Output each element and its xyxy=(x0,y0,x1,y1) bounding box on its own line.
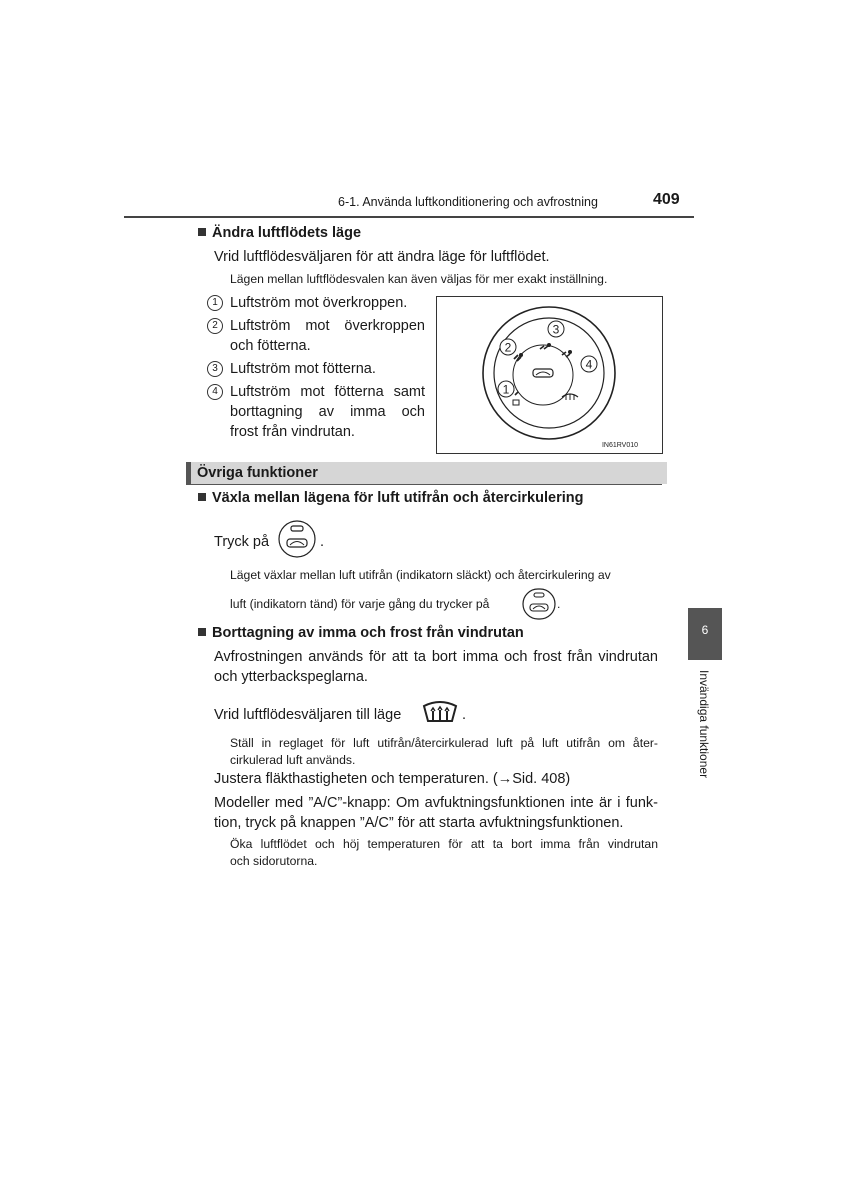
recirculation-note-line2: luft (indikatorn tänd) för varje gång du trycker på xyxy=(230,597,490,611)
recirculation-note-line1: Läget växlar mellan luft utifrån (indikatorn släckt) och återcirkulering av xyxy=(230,568,611,582)
callout-number: 2 xyxy=(207,318,223,334)
list-item-text: Luftström mot överkroppen xyxy=(230,318,425,334)
list-item-text: frost från vindrutan. xyxy=(230,424,355,440)
bullet-square-icon xyxy=(198,228,206,236)
press-instruction xyxy=(214,532,269,552)
heading-text: Borttagning av imma och frost från vindrutan xyxy=(212,625,524,641)
text-line: Ställ in reglaget för luft utifrån/återcirkulerad luft på luft utifrån om åter- xyxy=(230,736,658,750)
callout-1: 1 xyxy=(502,382,510,397)
list-item xyxy=(207,293,425,313)
defrost-intro xyxy=(214,647,658,687)
press-punct: . xyxy=(320,534,325,550)
recirculation-icon xyxy=(533,369,553,377)
text-line: tion, tryck på knappen ”A/C” för att starta avfuktningsfunktionen. xyxy=(214,815,624,831)
header-rule xyxy=(124,216,694,218)
section-heading-defrost xyxy=(198,625,524,641)
defrost-note-2 xyxy=(230,836,658,870)
figure-code: IN61RV010 xyxy=(601,442,639,449)
section-bar-other-functions xyxy=(186,462,667,484)
callout-number: 4 xyxy=(207,384,223,400)
list-item-text: borttagning av imma och xyxy=(230,404,425,420)
list-item xyxy=(207,359,425,379)
windshield-defroster-icon xyxy=(562,394,578,400)
recirculation-button-icon xyxy=(521,587,559,626)
fan-instruction: Justera fläkthastigheten och temperaturen. (→Sid. 408) xyxy=(214,771,571,787)
airflow-dial-figure xyxy=(436,296,663,454)
airflow-note: Lägen mellan luftflödesvalen kan även väljas för mer exakt inställning. xyxy=(230,272,608,286)
bullet-square-icon xyxy=(198,493,206,501)
airflow-mode-list xyxy=(207,293,425,442)
section-rule xyxy=(186,484,662,485)
callout-number: 1 xyxy=(207,295,223,311)
turn-punct: . xyxy=(462,707,467,723)
feet-airflow-icon xyxy=(562,350,572,357)
airflow-dial-illustration xyxy=(437,297,662,453)
note-punct: . xyxy=(557,597,561,611)
defrost-turn-instruction: Vrid luftflödesväljaren till läge xyxy=(214,707,402,723)
text-line: Avfrostningen används för att ta bort imma och frost från vindrutan xyxy=(214,649,658,665)
list-item xyxy=(207,316,425,356)
bullet-square-icon xyxy=(198,628,206,636)
recirculation-button-icon xyxy=(277,519,321,564)
text-line: och ytterbackspeglarna. xyxy=(214,669,368,685)
windshield-defroster-icon xyxy=(421,698,459,731)
text-line: Öka luftflödet och höj temperaturen för att ta bort imma från vindrutan xyxy=(230,837,658,851)
callout-4: 4 xyxy=(585,357,593,372)
section-bar-title: Övriga funktioner xyxy=(197,465,318,481)
ac-instruction xyxy=(214,793,658,833)
chapter-tab: 6 xyxy=(688,608,722,660)
list-item-text: Luftström mot fötterna. xyxy=(230,361,376,377)
chapter-tab-label: Invändiga funktioner xyxy=(697,670,711,779)
section-heading-airflow xyxy=(198,225,361,241)
callout-2: 2 xyxy=(504,340,512,355)
text-line: Modeller med ”A/C”-knapp: Om avfuktningsfunktionen inte är i funk- xyxy=(214,795,658,811)
section-heading-recirculation xyxy=(198,490,583,506)
text-line: cirkulerad luft används. xyxy=(230,753,356,767)
list-item-text: Luftström mot fötterna samt xyxy=(230,384,425,400)
airflow-intro: Vrid luftflödesväljaren för att ändra läge för luftflödet. xyxy=(214,249,550,265)
heading-text: Ändra luftflödets läge xyxy=(212,225,362,241)
list-item xyxy=(207,382,425,442)
callout-number: 3 xyxy=(207,361,223,377)
text-line: och sidorutorna. xyxy=(230,854,318,868)
list-item-text: Luftström mot överkroppen. xyxy=(230,295,408,311)
heading-text: Växla mellan lägena för luft utifrån och återcirkulering xyxy=(212,490,584,506)
page-number: 409 xyxy=(653,191,680,208)
defrost-note xyxy=(230,735,658,769)
callout-3: 3 xyxy=(552,322,560,337)
upper-body-and-feet-airflow-icon xyxy=(540,343,551,349)
chapter-title: 6-1. Använda luftkonditionering och avfrostning xyxy=(338,195,598,209)
list-item-text: och fötterna. xyxy=(230,338,311,354)
press-text: Tryck på xyxy=(214,534,270,550)
